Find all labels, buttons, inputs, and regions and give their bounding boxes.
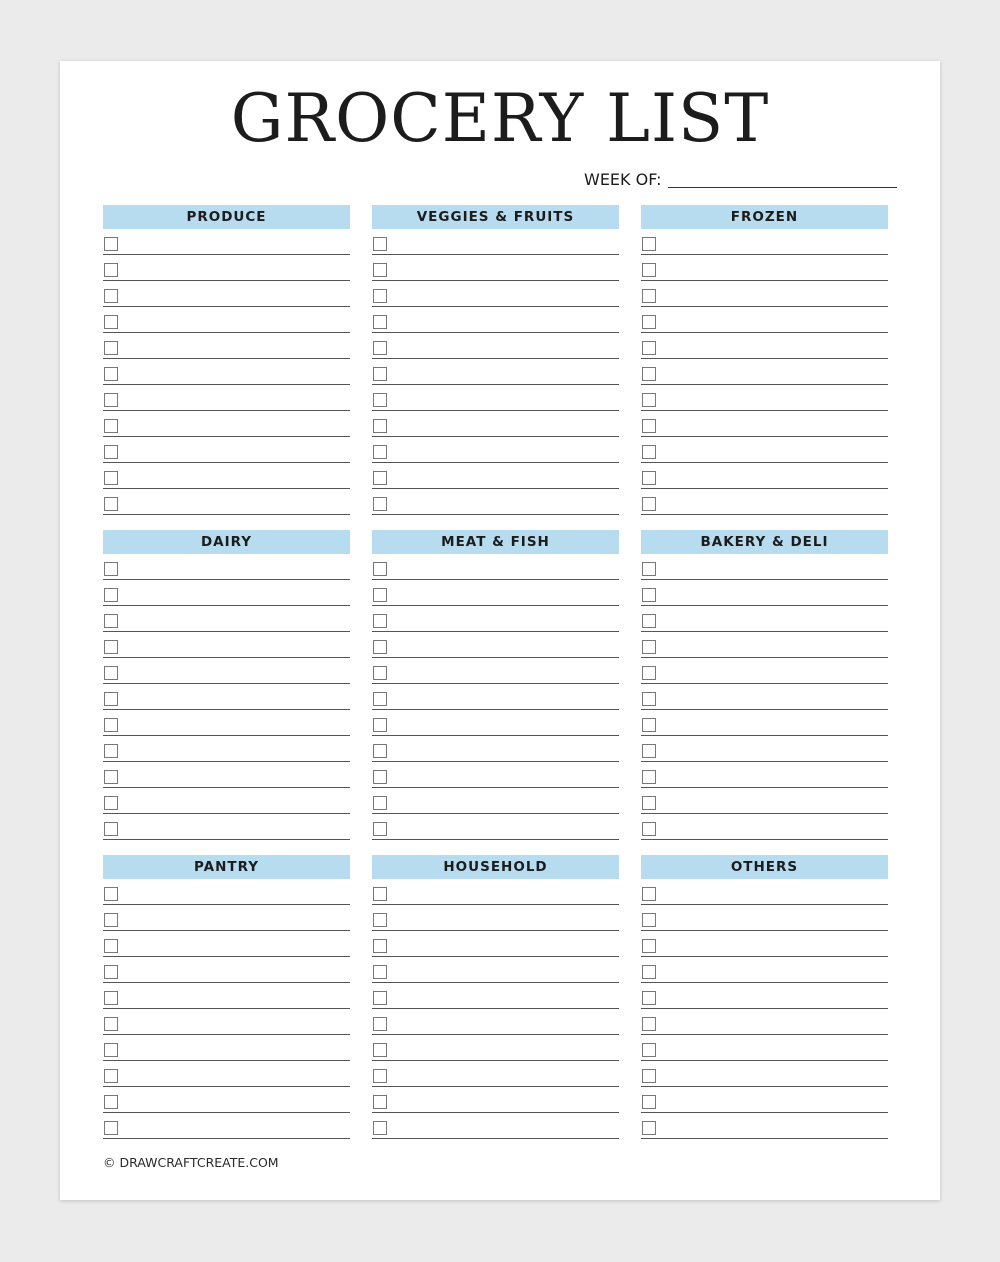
list-item[interactable] (103, 1061, 350, 1087)
list-item[interactable] (641, 1087, 888, 1113)
checkbox[interactable] (642, 640, 656, 654)
list-item[interactable] (372, 710, 619, 736)
checkbox[interactable] (373, 991, 387, 1005)
checkbox[interactable] (642, 393, 656, 407)
checkbox[interactable] (373, 822, 387, 836)
checkbox[interactable] (642, 341, 656, 355)
checkbox[interactable] (104, 263, 118, 277)
checkbox[interactable] (373, 445, 387, 459)
list-item[interactable] (103, 1087, 350, 1113)
section-header-veggies-fruits: VEGGIES & FRUITS (372, 205, 619, 229)
section-meat-fish (372, 530, 619, 840)
list-item[interactable] (103, 684, 350, 710)
checkbox[interactable] (104, 770, 118, 784)
list-item[interactable] (641, 658, 888, 684)
list-item[interactable] (641, 905, 888, 931)
list-item[interactable] (372, 333, 619, 359)
list-item[interactable] (103, 385, 350, 411)
checkbox[interactable] (642, 939, 656, 953)
list-item[interactable] (641, 762, 888, 788)
list-item[interactable] (372, 632, 619, 658)
list-item[interactable] (103, 1009, 350, 1035)
list-item[interactable] (641, 554, 888, 580)
list-item[interactable] (103, 437, 350, 463)
checkbox[interactable] (373, 289, 387, 303)
checkbox[interactable] (104, 744, 118, 758)
list-item[interactable] (372, 1061, 619, 1087)
list-item[interactable] (641, 307, 888, 333)
list-item[interactable] (641, 463, 888, 489)
list-item[interactable] (372, 879, 619, 905)
checkbox[interactable] (642, 770, 656, 784)
checkbox[interactable] (104, 315, 118, 329)
section-header-meat-fish: MEAT & FISH (372, 530, 619, 554)
checkbox[interactable] (642, 445, 656, 459)
checkbox[interactable] (104, 1121, 118, 1135)
list-item[interactable] (641, 229, 888, 255)
checkbox[interactable] (642, 1121, 656, 1135)
checkbox[interactable] (642, 692, 656, 706)
list-item[interactable] (103, 814, 350, 840)
list-item[interactable] (372, 281, 619, 307)
checkbox[interactable] (104, 887, 118, 901)
list-item[interactable] (641, 931, 888, 957)
checkbox[interactable] (104, 497, 118, 511)
checkbox[interactable] (642, 1043, 656, 1057)
checkbox[interactable] (642, 237, 656, 251)
checkbox[interactable] (104, 341, 118, 355)
checkbox[interactable] (373, 640, 387, 654)
list-item[interactable] (372, 788, 619, 814)
list-item[interactable] (372, 463, 619, 489)
checkbox[interactable] (373, 588, 387, 602)
list-item[interactable] (372, 905, 619, 931)
checkbox[interactable] (373, 1043, 387, 1057)
list-item[interactable] (641, 684, 888, 710)
list-item[interactable] (103, 411, 350, 437)
list-item[interactable] (103, 307, 350, 333)
list-item[interactable] (103, 762, 350, 788)
list-item[interactable] (372, 762, 619, 788)
list-item[interactable] (372, 1009, 619, 1035)
section-others (641, 855, 888, 1139)
list-item[interactable] (641, 788, 888, 814)
list-item[interactable] (372, 1113, 619, 1139)
list-item[interactable] (372, 1035, 619, 1061)
list-item[interactable] (103, 463, 350, 489)
list-item[interactable] (372, 359, 619, 385)
list-item[interactable] (372, 255, 619, 281)
checkbox[interactable] (642, 471, 656, 485)
checkbox[interactable] (373, 614, 387, 628)
list-item[interactable] (372, 931, 619, 957)
checkbox[interactable] (642, 913, 656, 927)
checkbox[interactable] (642, 666, 656, 680)
list-item[interactable] (641, 606, 888, 632)
list-item[interactable] (641, 489, 888, 515)
checkbox[interactable] (642, 991, 656, 1005)
list-item[interactable] (103, 632, 350, 658)
list-item[interactable] (372, 385, 619, 411)
checkbox[interactable] (104, 991, 118, 1005)
section-header-bakery-deli: BAKERY & DELI (641, 530, 888, 554)
list-item[interactable] (103, 554, 350, 580)
section-dairy (103, 530, 350, 840)
grocery-list-page (60, 61, 940, 1200)
checkbox[interactable] (373, 965, 387, 979)
section-header-dairy: DAIRY (103, 530, 350, 554)
list-item[interactable] (641, 983, 888, 1009)
checkbox[interactable] (104, 1069, 118, 1083)
page-title: GROCERY LIST (230, 80, 770, 157)
list-item[interactable] (372, 983, 619, 1009)
checkbox[interactable] (642, 965, 656, 979)
list-item[interactable] (641, 632, 888, 658)
checkbox[interactable] (373, 718, 387, 732)
list-item[interactable] (103, 606, 350, 632)
list-item[interactable] (641, 333, 888, 359)
checkbox[interactable] (104, 445, 118, 459)
checkbox[interactable] (373, 770, 387, 784)
list-item[interactable] (103, 957, 350, 983)
checkbox[interactable] (104, 718, 118, 732)
list-item[interactable] (103, 1035, 350, 1061)
checkbox[interactable] (642, 562, 656, 576)
list-item[interactable] (372, 554, 619, 580)
checkbox[interactable] (104, 614, 118, 628)
copyright-footer: © DRAWCRAFTCREATE.COM (103, 1155, 279, 1170)
list-item[interactable] (641, 879, 888, 905)
list-item[interactable] (103, 658, 350, 684)
checkbox[interactable] (642, 822, 656, 836)
checkbox[interactable] (373, 562, 387, 576)
list-item[interactable] (641, 1113, 888, 1139)
list-item[interactable] (641, 1035, 888, 1061)
checkbox[interactable] (104, 822, 118, 836)
list-item[interactable] (641, 411, 888, 437)
checkbox[interactable] (373, 419, 387, 433)
list-item[interactable] (103, 905, 350, 931)
checkbox[interactable] (104, 289, 118, 303)
list-item[interactable] (641, 736, 888, 762)
list-item[interactable] (103, 489, 350, 515)
checkbox[interactable] (104, 419, 118, 433)
list-item[interactable] (641, 359, 888, 385)
section-header-pantry: PANTRY (103, 855, 350, 879)
checkbox[interactable] (104, 1017, 118, 1031)
checkbox[interactable] (642, 367, 656, 381)
checkbox[interactable] (642, 1095, 656, 1109)
checkbox[interactable] (104, 367, 118, 381)
checkbox[interactable] (104, 1095, 118, 1109)
list-item[interactable] (103, 580, 350, 606)
checkbox[interactable] (642, 315, 656, 329)
checkbox[interactable] (373, 497, 387, 511)
list-item[interactable] (372, 606, 619, 632)
section-frozen (641, 205, 888, 515)
list-item[interactable] (103, 229, 350, 255)
checkbox[interactable] (104, 640, 118, 654)
list-item[interactable] (372, 437, 619, 463)
list-item[interactable] (103, 931, 350, 957)
checkbox[interactable] (373, 692, 387, 706)
checkbox[interactable] (373, 367, 387, 381)
section-header-household: HOUSEHOLD (372, 855, 619, 879)
list-item[interactable] (372, 957, 619, 983)
checkbox[interactable] (642, 887, 656, 901)
checkbox[interactable] (104, 913, 118, 927)
checkbox[interactable] (642, 1069, 656, 1083)
checkbox[interactable] (104, 237, 118, 251)
list-item[interactable] (372, 658, 619, 684)
checkbox[interactable] (373, 913, 387, 927)
list-item[interactable] (372, 307, 619, 333)
checkbox[interactable] (642, 744, 656, 758)
list-item[interactable] (372, 1087, 619, 1113)
section-bakery-deli (641, 530, 888, 840)
list-item[interactable] (372, 411, 619, 437)
checkbox[interactable] (373, 796, 387, 810)
checkbox[interactable] (373, 341, 387, 355)
section-pantry (103, 855, 350, 1139)
section-veggies-fruits (372, 205, 619, 515)
checkbox[interactable] (373, 1069, 387, 1083)
list-item[interactable] (103, 736, 350, 762)
list-item[interactable] (103, 788, 350, 814)
week-of-label: WEEK OF: (584, 170, 662, 189)
checkbox[interactable] (373, 744, 387, 758)
checkbox[interactable] (373, 939, 387, 953)
checkbox[interactable] (373, 471, 387, 485)
checkbox[interactable] (642, 614, 656, 628)
checkbox[interactable] (642, 419, 656, 433)
list-item[interactable] (641, 1009, 888, 1035)
checkbox[interactable] (642, 718, 656, 732)
checkbox[interactable] (373, 315, 387, 329)
list-item[interactable] (372, 814, 619, 840)
list-item[interactable] (372, 736, 619, 762)
list-item[interactable] (103, 710, 350, 736)
checkbox[interactable] (104, 666, 118, 680)
week-of-field (584, 169, 897, 191)
list-item[interactable] (103, 1113, 350, 1139)
checkbox[interactable] (104, 1043, 118, 1057)
checkbox[interactable] (104, 562, 118, 576)
list-item[interactable] (372, 489, 619, 515)
section-household (372, 855, 619, 1139)
list-item[interactable] (641, 814, 888, 840)
list-item[interactable] (641, 580, 888, 606)
checkbox[interactable] (373, 393, 387, 407)
checkbox[interactable] (373, 887, 387, 901)
week-of-input-line[interactable] (668, 187, 897, 188)
checkbox[interactable] (104, 965, 118, 979)
checkbox[interactable] (104, 588, 118, 602)
list-item[interactable] (103, 359, 350, 385)
checkbox[interactable] (373, 1095, 387, 1109)
section-header-produce: PRODUCE (103, 205, 350, 229)
list-item[interactable] (641, 281, 888, 307)
checkbox[interactable] (373, 1121, 387, 1135)
list-item[interactable] (103, 983, 350, 1009)
checkbox[interactable] (373, 237, 387, 251)
list-item[interactable] (103, 333, 350, 359)
checkbox[interactable] (373, 666, 387, 680)
list-item[interactable] (103, 281, 350, 307)
checkbox[interactable] (642, 263, 656, 277)
checkbox[interactable] (642, 796, 656, 810)
list-item[interactable] (641, 1061, 888, 1087)
list-item[interactable] (641, 957, 888, 983)
checkbox[interactable] (642, 1017, 656, 1031)
checkbox[interactable] (642, 497, 656, 511)
checkbox[interactable] (104, 393, 118, 407)
checkbox[interactable] (642, 289, 656, 303)
checkbox[interactable] (104, 796, 118, 810)
checkbox[interactable] (104, 939, 118, 953)
checkbox[interactable] (104, 692, 118, 706)
list-item[interactable] (372, 580, 619, 606)
section-header-frozen: FROZEN (641, 205, 888, 229)
list-item[interactable] (641, 437, 888, 463)
list-item[interactable] (641, 255, 888, 281)
checkbox[interactable] (642, 588, 656, 602)
list-item[interactable] (641, 710, 888, 736)
section-produce (103, 205, 350, 515)
checkbox[interactable] (104, 471, 118, 485)
list-item[interactable] (103, 879, 350, 905)
list-item[interactable] (372, 229, 619, 255)
section-header-others: OTHERS (641, 855, 888, 879)
list-item[interactable] (372, 684, 619, 710)
list-item[interactable] (103, 255, 350, 281)
list-item[interactable] (641, 385, 888, 411)
checkbox[interactable] (373, 263, 387, 277)
checkbox[interactable] (373, 1017, 387, 1031)
